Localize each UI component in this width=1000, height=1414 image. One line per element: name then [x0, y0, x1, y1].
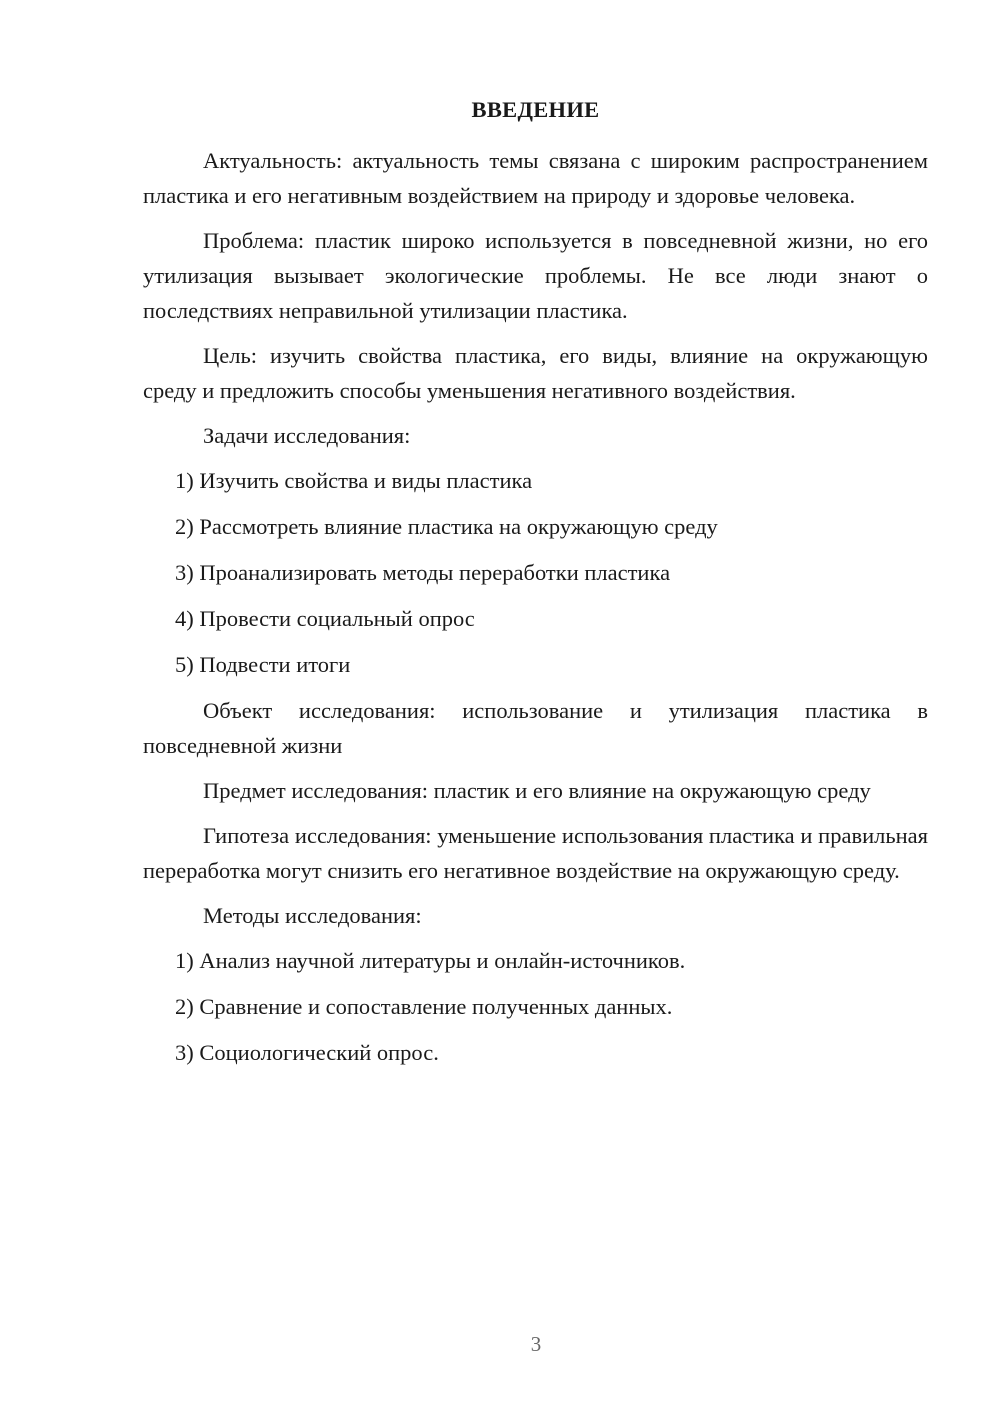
task-item: 5) Подвести итоги — [175, 652, 351, 677]
page-number: 3 — [530, 1332, 542, 1356]
goal-paragraph: Цель: изучить свойства пластика, его виды, влияние на окружающую среду и предложить способы уменьшения негативного воздействия. — [143, 343, 928, 403]
hypothesis-paragraph: Гипотеза исследования: уменьшение использования пластика и правильная переработка могут снизить его негативное воздействие на окружающую среду. — [143, 823, 928, 883]
task-item: 3) Проанализировать методы переработки пластика — [175, 560, 671, 585]
tasks-list — [143, 463, 928, 682]
method-item: 2) Сравнение и сопоставление полученных данных. — [175, 994, 673, 1019]
task-item: 4) Провести социальный опрос — [175, 606, 475, 631]
object-paragraph: Объект исследования: использование и утилизация пластика в повседневной жизни — [143, 698, 928, 758]
method-item: 1) Анализ научной литературы и онлайн-источников. — [175, 948, 686, 973]
subject-paragraph: Предмет исследования: пластик и его влияние на окружающую среду — [203, 778, 871, 803]
methods-list — [143, 943, 928, 1070]
problem-paragraph: Проблема: пластик широко используется в повседневной жизни, но его утилизация вызывает экологические проблемы. Не все люди знают о последствиях неправильной утилизации пластика. — [143, 228, 928, 323]
task-item: 2) Рассмотреть влияние пластика на окружающую среду — [175, 514, 718, 539]
relevance-paragraph: Актуальность: актуальность темы связана с широким распространением пластика и его негативным воздействием на природу и здоровье человека. — [143, 148, 928, 208]
method-item: 3) Социологический опрос. — [175, 1040, 439, 1065]
tasks-heading: Задачи исследования: — [203, 423, 411, 448]
page-content — [143, 92, 928, 1081]
methods-heading: Методы исследования: — [203, 903, 422, 928]
section-title: ВВЕДЕНИЕ — [471, 97, 600, 122]
task-item: 1) Изучить свойства и виды пластика — [175, 468, 533, 493]
